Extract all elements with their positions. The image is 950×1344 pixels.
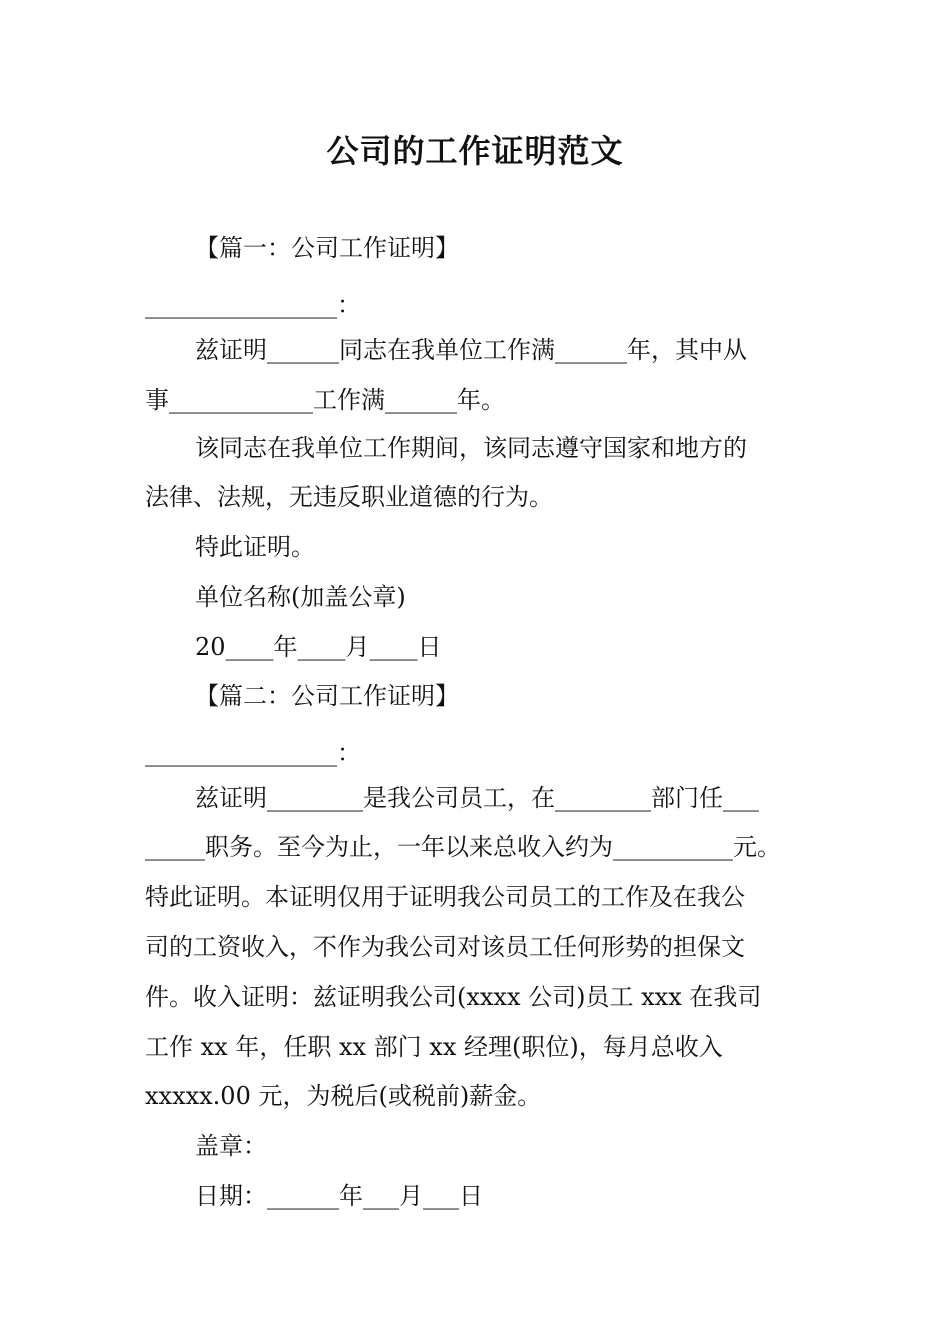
date-line: 20____年____月____日: [195, 633, 442, 661]
paragraph-line: _____职务。至今为止，一年以来总收入约为__________元。: [145, 833, 781, 861]
paragraph-line: 兹证明______同志在我单位工作满______年，其中从: [195, 336, 747, 364]
section-one-heading: 【篇一：公司工作证明】: [195, 234, 459, 262]
unit-name-line: 单位名称(加盖公章): [195, 583, 406, 611]
paragraph-line: 法律、法规，无违反职业道德的行为。: [145, 483, 553, 511]
paragraph-line: 特此证明。本证明仅用于证明我公司员工的工作及在我公: [145, 883, 745, 911]
section-two-heading: 【篇二：公司工作证明】: [195, 682, 459, 710]
paragraph-line: 兹证明________是我公司员工，在________部门任___: [195, 784, 759, 812]
addressee-blank-two: ________________：: [145, 739, 361, 767]
paragraph-line: 件。收入证明：兹证明我公司(xxxx 公司)员工 xxx 在我司: [145, 983, 762, 1011]
paragraph-line: 事____________工作满______年。: [145, 386, 505, 414]
addressee-blank-one: ________________：: [145, 291, 361, 319]
paragraph-line: 工作 xx 年，任职 xx 部门 xx 经理(职位)，每月总收入: [145, 1033, 723, 1061]
paragraph-line: 特此证明。: [195, 533, 315, 561]
paragraph-line: xxxxx.00 元，为税后(或税前)薪金。: [145, 1082, 542, 1110]
paragraph-line: 该同志在我单位工作期间，该同志遵守国家和地方的: [195, 434, 747, 462]
paragraph-line: 司的工资收入，不作为我公司对该员工任何形势的担保文: [145, 933, 745, 961]
document-title: 公司的工作证明范文: [326, 132, 624, 170]
date-line: 日期：______年___月___日: [195, 1182, 483, 1210]
seal-line: 盖章：: [195, 1132, 267, 1160]
